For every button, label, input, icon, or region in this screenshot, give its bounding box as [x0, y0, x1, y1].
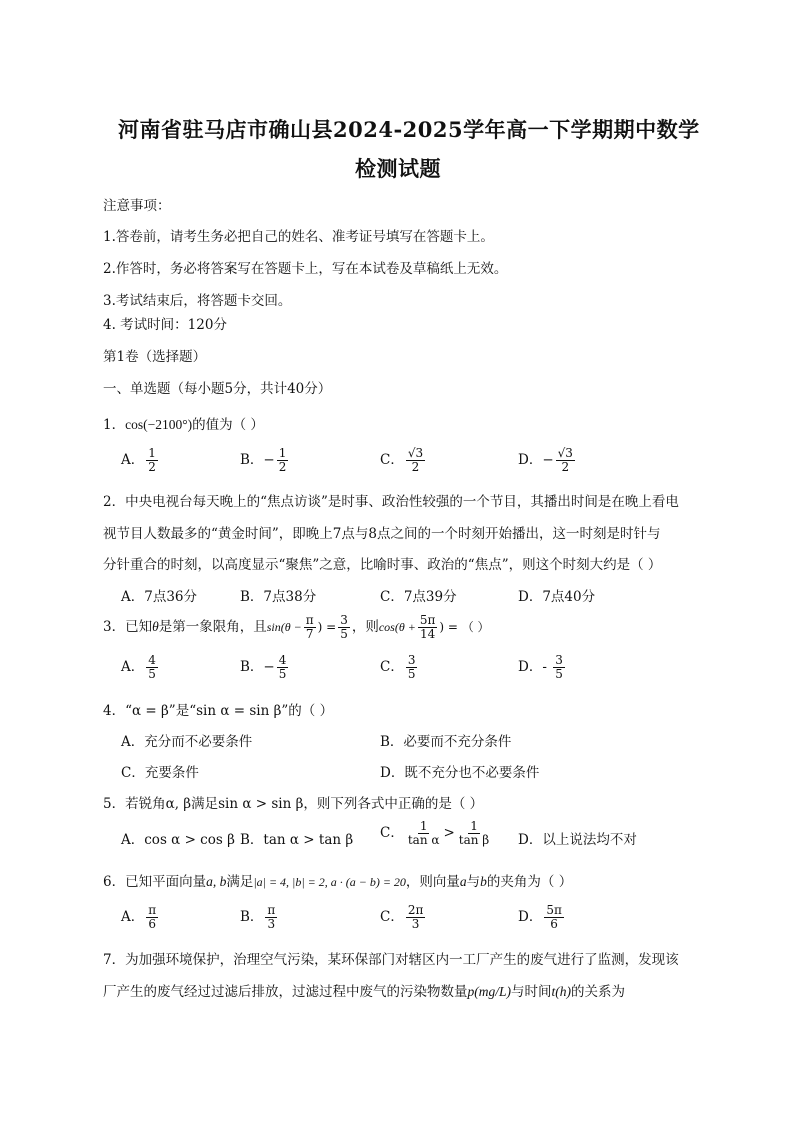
q4-option-c: C．充要条件	[121, 765, 199, 781]
q1-option-a: A． $\frac{1}{2}$	[121, 446, 156, 474]
q1-option-b: B．− $\frac{1}{2}$	[240, 446, 287, 474]
question-2-line: 视节目人数最多的“黄金时间”，即晚上7点与8点之间的一个时刻开始播出，这一时刻是时针与	[103, 526, 661, 542]
q5-option-a: A．cos α > cos β	[121, 832, 235, 848]
note-item: 4. 考试时间：120分	[103, 317, 227, 333]
q5-option-c: C． $\frac{1}{\text{tan α}}$ > $\frac{1}{\text{tan β}}$	[380, 819, 490, 847]
q3-option-a: A． $\frac{4}{5}$	[121, 653, 156, 681]
q4-option-d: D．既不充分也不必要条件	[380, 765, 540, 781]
question-2-line: 分针重合的时刻，以高度显示“聚焦”之意，比喻时事、政治的“焦点”，则这个时刻大约是（ ）	[103, 557, 662, 573]
q3-option-c: C． $\frac{3}{5}$	[380, 653, 416, 681]
page-title-line2: 检测试题	[355, 156, 441, 181]
question-7-line: 厂产生的废气经过过滤后排放，过滤过程中废气的污染物数量p(mg/L)与时间t(h)的关系为	[103, 984, 625, 1000]
note-item: 2.作答时，务必将答案写在答题卡上，写在本试卷及草稿纸上无效。	[103, 261, 508, 277]
question-7-line: 7．为加强环境保护，治理空气污染，某环保部门对辖区内一工厂产生的废气进行了监测，发现该	[103, 952, 679, 968]
q3-option-b: B．− $\frac{4}{5}$	[240, 653, 287, 681]
q2-option-d: D．7点40分	[518, 589, 596, 605]
question-4-stem: 4．“α = β”是“sin α = sin β”的（ ）	[103, 703, 334, 719]
question-5-stem: 5．若锐角α, β满足sin α > sin β，则下列各式中正确的是（ ）	[103, 796, 484, 812]
q6-option-a: A． $\frac{\pi}{6}$	[121, 903, 157, 931]
q2-option-b: B．7点38分	[240, 589, 317, 605]
q6-option-d: D． $\frac{5\pi}{6}$	[518, 903, 562, 931]
q5-option-d: D．以上说法均不对	[518, 832, 637, 848]
q6-option-b: B． $\frac{\pi}{3}$	[240, 903, 276, 931]
q4-option-b: B．必要而不充分条件	[380, 734, 512, 750]
q6-option-c: C． $\frac{2\pi}{3}$	[380, 903, 424, 931]
question-6-stem: 6．已知平面向量a, b满足|a| = 4, |b| = 2, a · (a − b) = 20，则向量a与b的夹角为（ ）	[103, 874, 573, 890]
section-heading: 一、单选题（每小题5分，共计40分）	[103, 381, 332, 397]
notes-heading: 注意事项：	[103, 198, 171, 214]
q2-option-c: C．7点39分	[380, 589, 457, 605]
question-2-line: 2．中央电视台每天晚上的“焦点访谈”是时事、政治性较强的一个节目，其播出时间是在晚上看电	[103, 494, 679, 510]
note-item: 1.答卷前，请考生务必把自己的姓名、准考证号填写在答题卡上。	[103, 229, 494, 245]
q1-option-d: D．− $\frac{√3}{2}$	[518, 446, 573, 474]
volume-heading: 第1卷（选择题）	[103, 349, 207, 365]
q3-option-d: D．- $\frac{3}{5}$	[518, 653, 563, 681]
q5-option-b: B．tan α > tan β	[240, 832, 354, 848]
q4-option-a: A．充分而不必要条件	[121, 734, 253, 750]
q1-option-c: C． $\frac{√3}{2}$	[380, 446, 424, 474]
q2-option-a: A．7点36分	[121, 589, 198, 605]
note-item: 3.考试结束后，将答题卡交回。	[103, 293, 292, 309]
question-1-stem: 1．cos(−2100°)的值为（ ）	[103, 417, 264, 433]
question-3-stem: 3．已知θ是第一象限角，且sin(θ − $\frac{\pi}{7}$ ) = $\frac{3}{5}$ ，则cos(θ + $\frac{5\pi}{14}$ ) = （ ）	[103, 613, 490, 641]
page-title-line1: 河南省驻马店市确山县2024-2025学年高一下学期期中数学	[118, 117, 700, 142]
